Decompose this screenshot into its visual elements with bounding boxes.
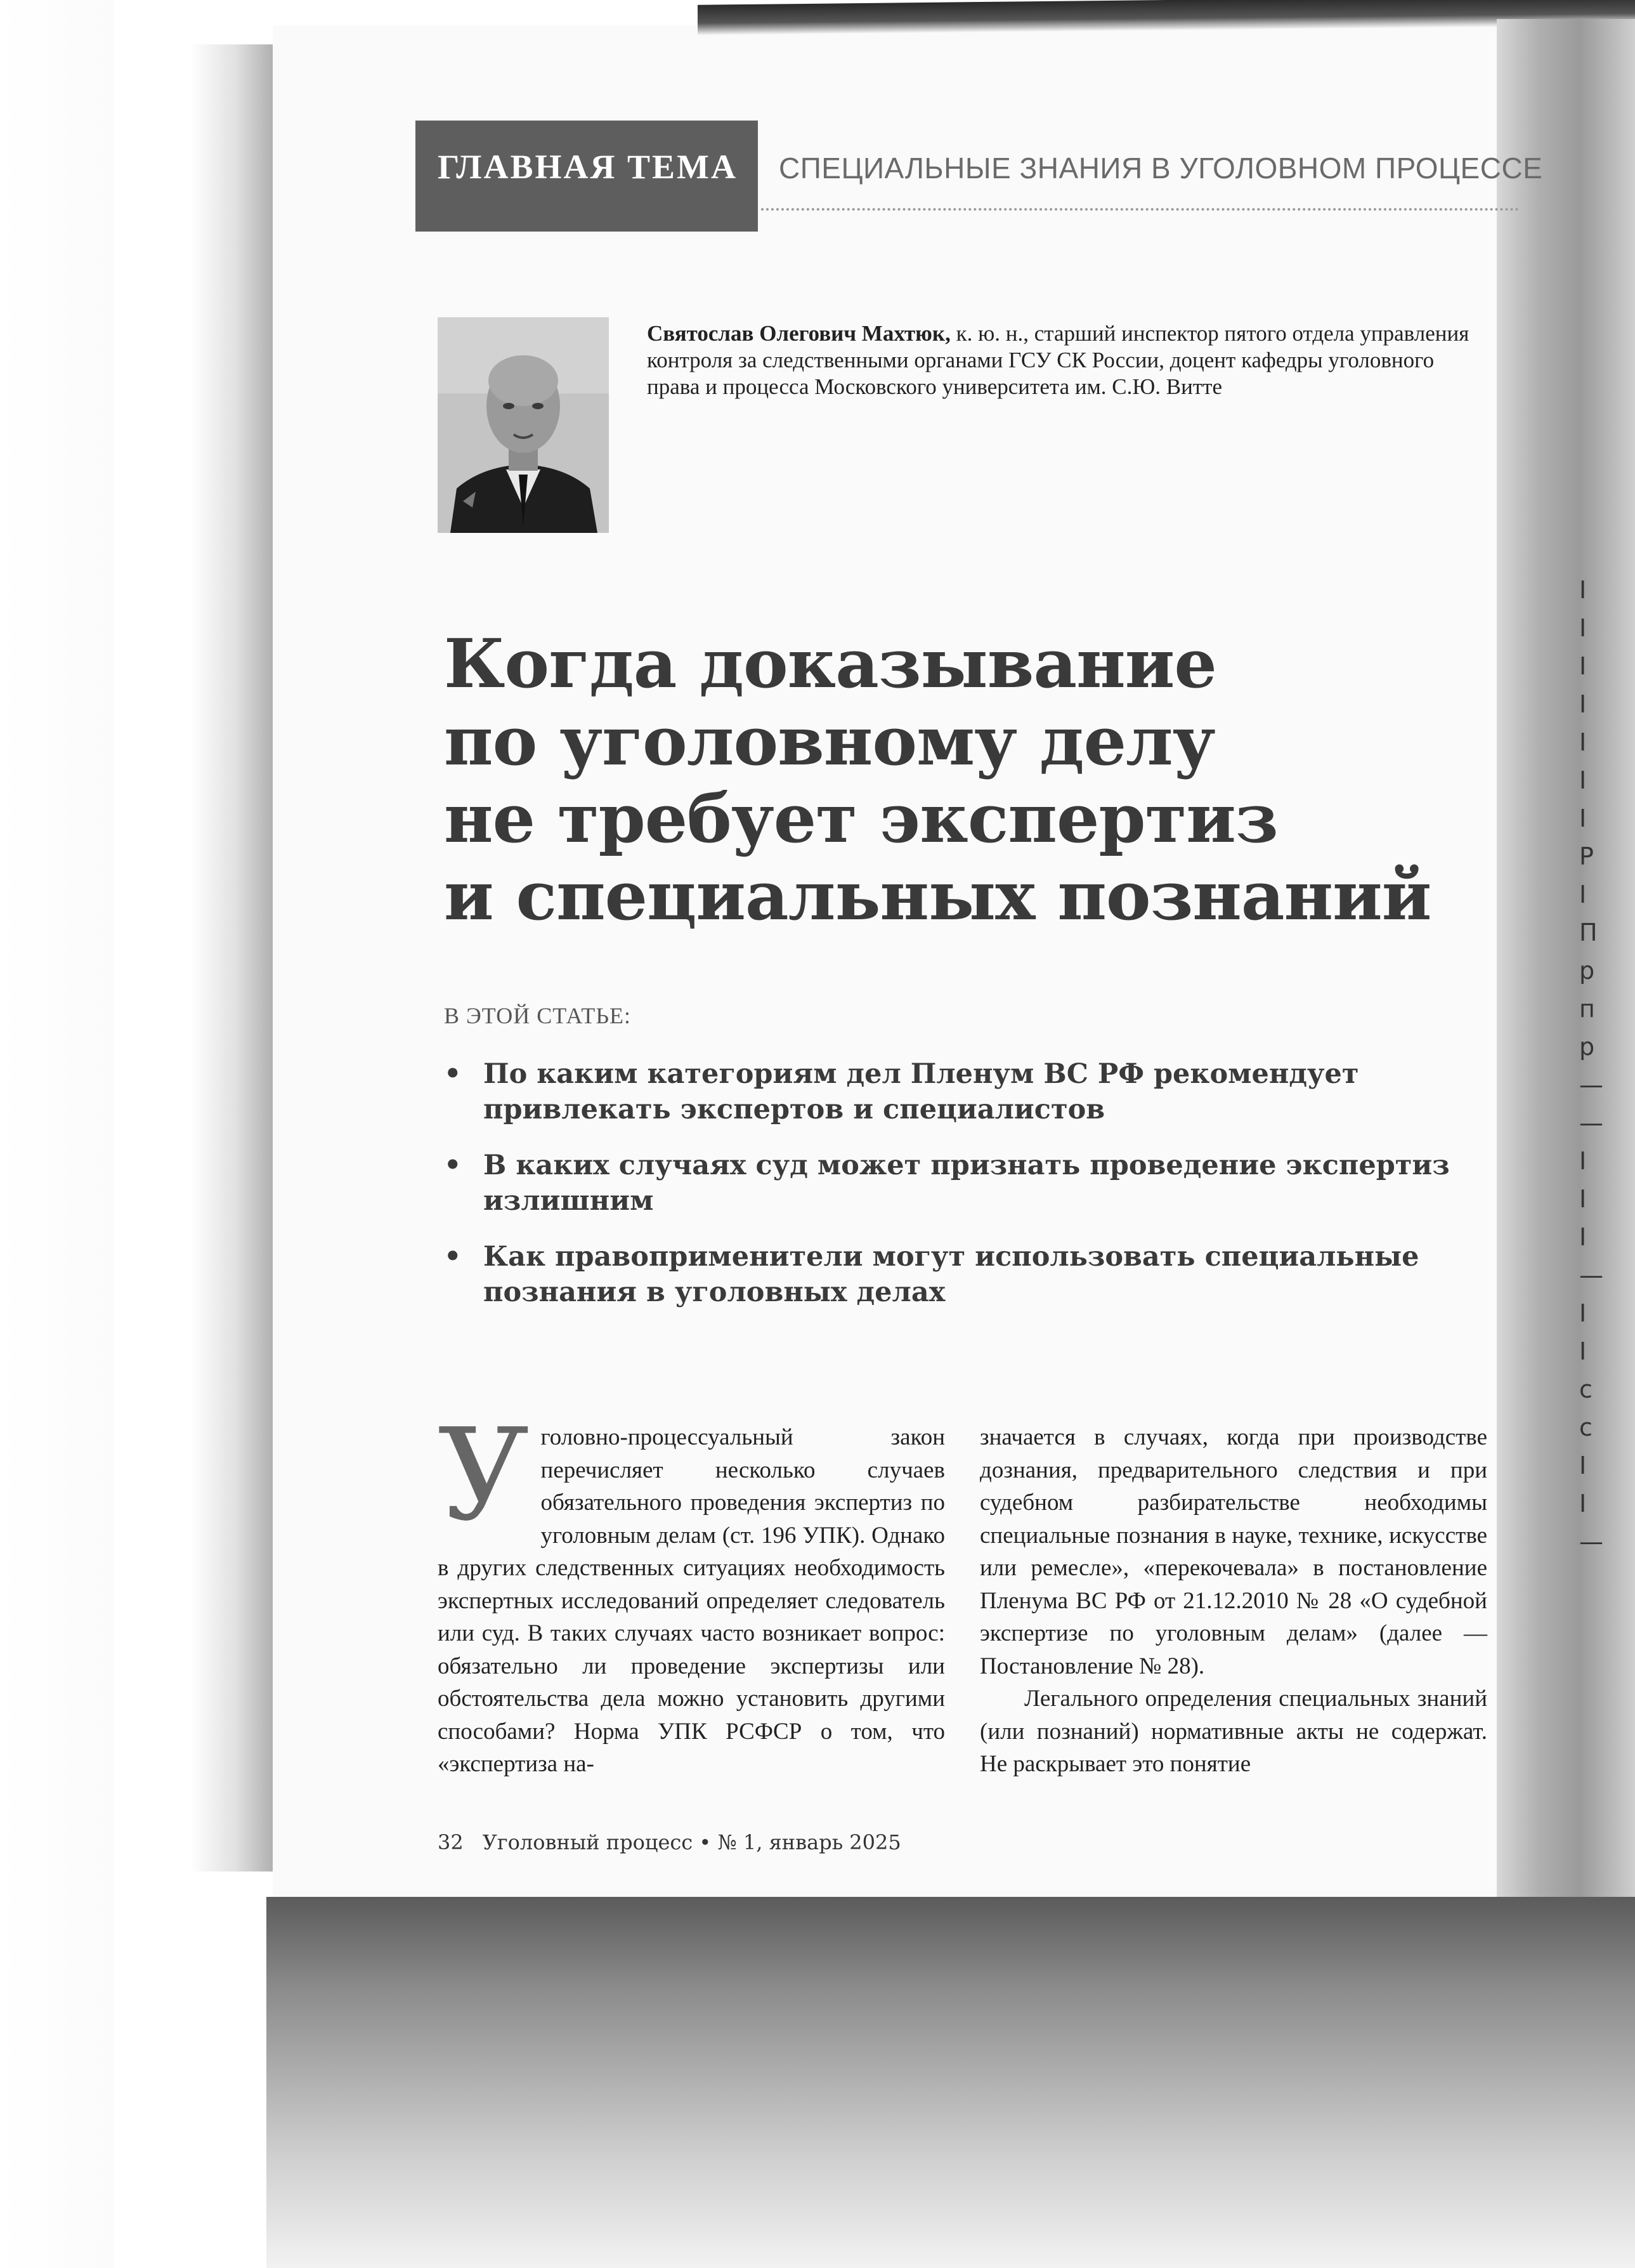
body-column-left [438, 1401, 945, 1781]
edge-mark: П [1579, 919, 1598, 947]
page-number: 32 [438, 1830, 464, 1854]
scanner-bottom-shadow [266, 1897, 1635, 2268]
title-line: по уголовному делу [444, 701, 1215, 780]
article-title [444, 625, 1490, 934]
list-item [438, 1148, 1484, 1219]
edge-mark: р [1579, 957, 1595, 985]
edge-mark: — [1579, 1528, 1603, 1556]
edge-mark: I [1579, 1223, 1587, 1251]
edge-mark: р [1579, 1033, 1595, 1061]
edge-mark: I [1579, 614, 1587, 642]
edge-mark: I [1579, 766, 1587, 794]
author-photo [438, 317, 609, 533]
body-column-right [980, 1421, 1487, 1781]
edge-mark: I [1579, 576, 1587, 604]
in-article-label: В ЭТОЙ СТАТЬЕ: [444, 1003, 631, 1028]
body-paragraph: значается в случаях, когда при производстве дознания, предварительного следствия и при судебном разбирательстве необходимы специальные познания в науке, технике, искусстве или ремесле», «перекочевала» в постановление Пленума ВС РФ от 21.12.2010 № 28 «О судебной экспертизе по уголовным делам» (далее — Постановление № 28). [980, 1424, 1487, 1679]
list-item [438, 1239, 1484, 1310]
journal-issue: Уголовный процесс • № 1, январь 2025 [482, 1830, 901, 1854]
title-line: и специальных познаний [444, 856, 1431, 935]
title-line: не требует экспертиз [444, 778, 1278, 858]
author-name: Святослав Олегович Махтюк, [647, 321, 951, 346]
edge-mark: P [1579, 842, 1594, 870]
edge-mark: I [1579, 1337, 1587, 1365]
facing-page-text-fragments [1579, 571, 1617, 1808]
drop-cap: У [438, 1401, 530, 1549]
edge-mark: I [1579, 804, 1587, 832]
edge-mark: с [1579, 1413, 1593, 1441]
list-item-text: Как правоприменители могут использовать специальные познания в уголовных делах [483, 1241, 1419, 1308]
section-subtitle: СПЕЦИАЛЬНЫЕ ЗНАНИЯ В УГОЛОВНОМ ПРОЦЕССЕ [779, 152, 1543, 185]
edge-mark: I [1579, 1299, 1587, 1327]
edge-mark: I [1579, 1185, 1587, 1213]
edge-mark: I [1579, 1490, 1587, 1517]
header-dotted-rule [761, 208, 1519, 211]
list-item [438, 1056, 1484, 1127]
edge-mark: — [1579, 1071, 1603, 1099]
title-line: Когда доказывание [444, 624, 1216, 703]
edge-mark: I [1579, 1452, 1587, 1479]
bullet-icon: • [444, 1241, 462, 1273]
list-item-text: По каким категориям дел Пленум ВС РФ рекомендует привлекать экспертов и специалистов [483, 1058, 1359, 1125]
edge-mark: — [1579, 1261, 1603, 1289]
list-item-text: В каких случаях суд может признать проведение экспертиз излишним [483, 1150, 1450, 1217]
author-credentials: к. ю. н., старший инспектор пятого отдела управления контроля за следственными органами ГСУ СК России, доцент кафедры уголовного права и процесса Московского университета им. С.Ю. Витте [647, 321, 1469, 399]
bullet-icon: • [444, 1150, 462, 1181]
edge-mark: I [1579, 881, 1587, 908]
edge-mark: I [1579, 690, 1587, 718]
edge-mark: п [1579, 995, 1595, 1023]
edge-mark: I [1579, 728, 1587, 756]
edge-mark: с [1579, 1375, 1593, 1403]
page-spine-shadow [190, 44, 273, 1871]
edge-mark: — [1579, 1109, 1603, 1137]
body-paragraph: Легального определения специальных знаний (или познаний) нормативные акты не содержат. Не раскрывает это понятие [980, 1686, 1487, 1777]
scan-margin [0, 0, 114, 2268]
bullet-icon: • [444, 1058, 462, 1090]
author-bio [647, 320, 1490, 400]
edge-mark: I [1579, 652, 1587, 680]
section-tag: ГЛАВНАЯ ТЕМА [438, 148, 738, 186]
in-article-list [438, 1056, 1484, 1330]
body-paragraph: головно-процессуальный закон перечисляет несколько случаев обязательного проведения экспертиз по уголовным делам (ст. 196 УПК). Однако в других следственных ситуациях необходимость экспертных исследований определяет следователь или суд. В таких случаях часто возникает вопрос: обязательно ли проведение экспертизы или обстоятельства дела можно установить другими способами? Норма УПК РСФСР о том, что «экспертиза на- [438, 1424, 945, 1777]
edge-mark: I [1579, 1147, 1587, 1175]
page-footer [438, 1830, 901, 1854]
